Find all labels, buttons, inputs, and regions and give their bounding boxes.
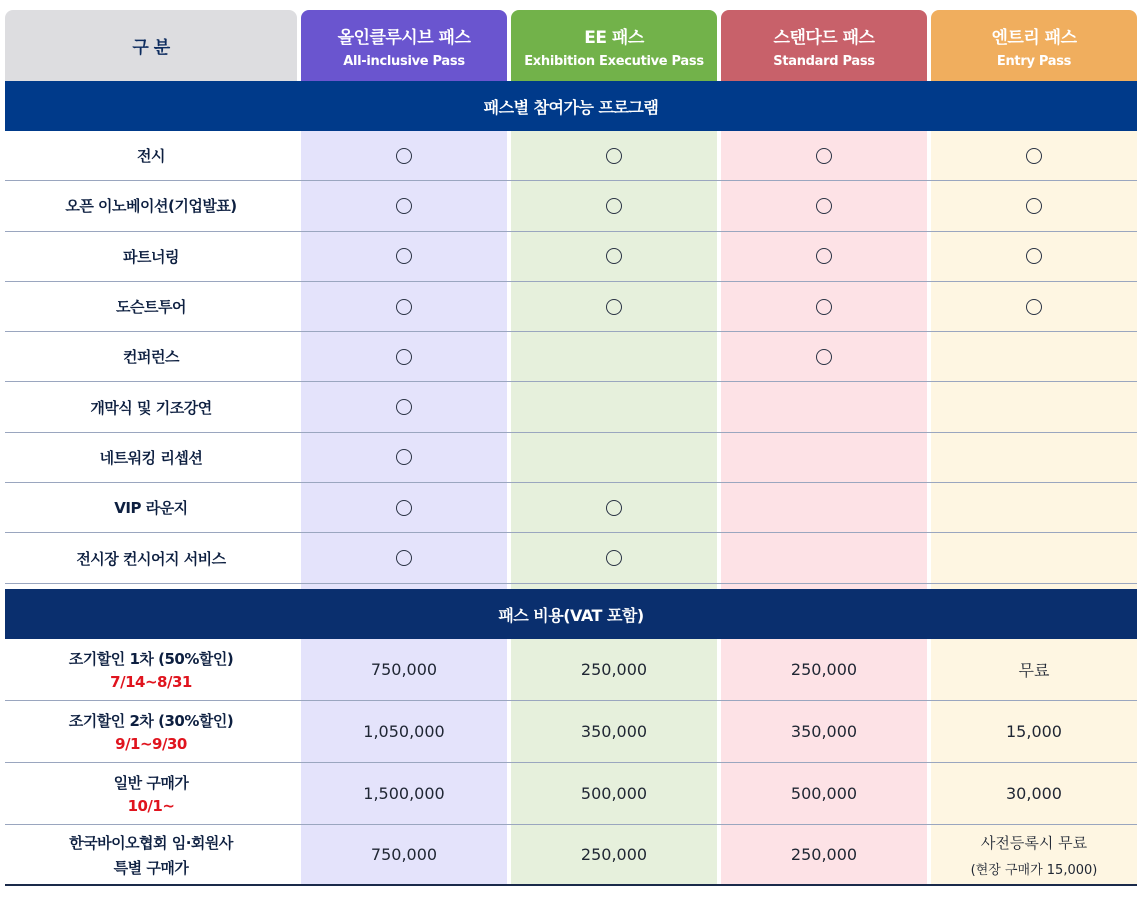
pass-availability-cell [931, 332, 1137, 381]
program-label: 컨퍼런스 [123, 348, 179, 367]
price-value: 250,000 [790, 660, 858, 679]
price-tier-dates: 7/14~8/31 [110, 673, 192, 691]
header-category-label: 구 분 [132, 38, 170, 58]
table-row [5, 131, 1137, 181]
price-cell [511, 701, 717, 762]
table-row [5, 533, 1137, 583]
header-category [5, 10, 297, 81]
circle-mark-icon [1026, 248, 1042, 264]
price-value: 500,000 [790, 784, 858, 803]
table-row [5, 483, 1137, 533]
pass-availability-cell [511, 433, 717, 482]
circle-mark-icon [396, 148, 412, 164]
price-cell [931, 825, 1137, 884]
program-label: 전시장 컨시어지 서비스 [76, 549, 226, 568]
pass-availability-cell [301, 131, 507, 180]
pass-availability-cell [511, 483, 717, 532]
pass-name: 엔트리 패스 [991, 27, 1077, 48]
pass-availability-cell [721, 533, 927, 582]
pass-availability-cell [931, 433, 1137, 482]
price-tier-dates: 10/1~ [127, 797, 175, 815]
circle-mark-icon [1026, 299, 1042, 315]
pass-availability-cell [301, 433, 507, 482]
price-value: 350,000 [790, 722, 858, 741]
circle-mark-icon [396, 299, 412, 315]
price-tier-label [5, 639, 297, 700]
circle-mark-icon [816, 299, 832, 315]
table-row [5, 433, 1137, 483]
pass-name: 스탠다드 패스 [773, 27, 875, 48]
circle-mark-icon [816, 148, 832, 164]
price-value: 750,000 [370, 845, 438, 864]
pass-availability-cell [511, 533, 717, 582]
pass-availability-cell [931, 181, 1137, 230]
table-row [5, 232, 1137, 282]
circle-mark-icon [606, 550, 622, 566]
table-row [5, 639, 1137, 701]
circle-mark-icon [396, 500, 412, 516]
pass-availability-cell [301, 383, 507, 432]
price-value: 1,500,000 [363, 784, 445, 803]
circle-mark-icon [396, 248, 412, 264]
price-tier-dates: 9/1~9/30 [115, 735, 187, 753]
price-value: 500,000 [580, 784, 648, 803]
program-label: VIP 라운지 [114, 499, 188, 518]
pass-availability-cell [511, 383, 717, 432]
pass-availability-cell [301, 483, 507, 532]
circle-mark-icon [816, 349, 832, 365]
table-row [5, 763, 1137, 825]
price-tier-name-line2: 특별 구매가 [113, 858, 189, 877]
pass-availability-cell [931, 232, 1137, 281]
price-value: 350,000 [580, 722, 648, 741]
pass-availability-cell [721, 433, 927, 482]
pass-availability-cell [931, 282, 1137, 331]
program-label: 개막식 및 기조강연 [90, 398, 212, 417]
price-cell [721, 825, 927, 884]
circle-mark-icon [396, 550, 412, 566]
pass-availability-cell [931, 383, 1137, 432]
price-tier-label [5, 763, 297, 824]
pass-availability-cell [301, 533, 507, 582]
table-row [5, 701, 1137, 763]
price-value: 사전등록시 무료 [980, 833, 1088, 852]
pass-availability-cell [301, 332, 507, 381]
price-cell [721, 639, 927, 700]
pass-availability-cell [931, 131, 1137, 180]
table-row [5, 282, 1137, 332]
pass-availability-cell [511, 282, 717, 331]
pass-availability-cell [721, 131, 927, 180]
price-cell [301, 825, 507, 884]
program-label: 도슨트투어 [116, 298, 186, 317]
pass-availability-cell [721, 332, 927, 381]
circle-mark-icon [816, 198, 832, 214]
price-tier-label [5, 701, 297, 762]
price-cell [721, 701, 927, 762]
pass-subtitle: Exhibition Executive Pass [524, 53, 704, 69]
price-cell [511, 639, 717, 700]
price-cell [301, 639, 507, 700]
price-cell [931, 701, 1137, 762]
circle-mark-icon [396, 198, 412, 214]
price-value: 15,000 [1006, 722, 1062, 741]
price-cell [511, 825, 717, 884]
circle-mark-icon [396, 399, 412, 415]
price-value: 750,000 [370, 660, 438, 679]
pass-availability-cell [511, 131, 717, 180]
program-label: 오픈 이노베이션(기업발표) [65, 197, 237, 216]
table-row [5, 383, 1137, 433]
pass-availability-cell [301, 181, 507, 230]
price-value: 250,000 [790, 845, 858, 864]
price-cell [301, 701, 507, 762]
price-value: 무료 [1018, 661, 1050, 680]
pass-subtitle: Standard Pass [773, 53, 875, 69]
price-tier-name: 한국바이오협회 임·회원사 [69, 833, 233, 852]
price-cell [511, 763, 717, 824]
price-cell [931, 763, 1137, 824]
pass-availability-cell [931, 533, 1137, 582]
pass-availability-cell [301, 282, 507, 331]
pass-availability-cell [511, 232, 717, 281]
header-ee-pass [511, 10, 717, 81]
table-row [5, 825, 1137, 886]
circle-mark-icon [606, 198, 622, 214]
circle-mark-icon [606, 248, 622, 264]
circle-mark-icon [606, 148, 622, 164]
price-tier-name: 조기할인 2차 (30%할인) [68, 712, 234, 730]
header-all-inclusive-pass [301, 10, 507, 81]
pass-name: 올인클루시브 패스 [337, 27, 471, 48]
price-value: 250,000 [580, 660, 648, 679]
price-cell [931, 639, 1137, 700]
price-value: 250,000 [580, 845, 648, 864]
circle-mark-icon [396, 349, 412, 365]
price-value: 1,050,000 [363, 722, 445, 741]
section-pricing-title: 패스 비용(VAT 포함) [5, 589, 1137, 639]
circle-mark-icon [606, 299, 622, 315]
pass-subtitle: Entry Pass [996, 53, 1072, 69]
pass-availability-cell [931, 483, 1137, 532]
price-cell [301, 763, 507, 824]
price-tier-name: 일반 구매가 [113, 774, 189, 792]
pass-availability-cell [721, 483, 927, 532]
pass-availability-cell [721, 383, 927, 432]
circle-mark-icon [396, 449, 412, 465]
table-row [5, 332, 1137, 382]
circle-mark-icon [816, 248, 832, 264]
table-row [5, 181, 1137, 231]
circle-mark-icon [1026, 148, 1042, 164]
price-tier-name: 조기할인 1차 (50%할인) [68, 650, 234, 668]
price-tier-label [5, 825, 297, 884]
pass-availability-cell [721, 181, 927, 230]
header-standard-pass [721, 10, 927, 81]
price-note: (현장 구매가 15,000) [970, 862, 1098, 878]
pass-availability-cell [511, 181, 717, 230]
section-programs-title: 패스별 참여가능 프로그램 [5, 81, 1137, 131]
pass-name: EE 패스 [584, 27, 644, 48]
program-label: 전시 [137, 147, 165, 166]
price-value: 30,000 [1006, 784, 1062, 803]
price-cell [721, 763, 927, 824]
pass-availability-cell [721, 232, 927, 281]
circle-mark-icon [1026, 198, 1042, 214]
program-label: 네트워킹 리셉션 [99, 448, 203, 467]
program-label: 파트너링 [123, 247, 179, 266]
pass-availability-cell [721, 282, 927, 331]
pass-availability-cell [511, 332, 717, 381]
pass-subtitle: All-inclusive Pass [343, 53, 465, 69]
header-entry-pass [931, 10, 1137, 81]
pass-availability-cell [301, 232, 507, 281]
circle-mark-icon [606, 500, 622, 516]
